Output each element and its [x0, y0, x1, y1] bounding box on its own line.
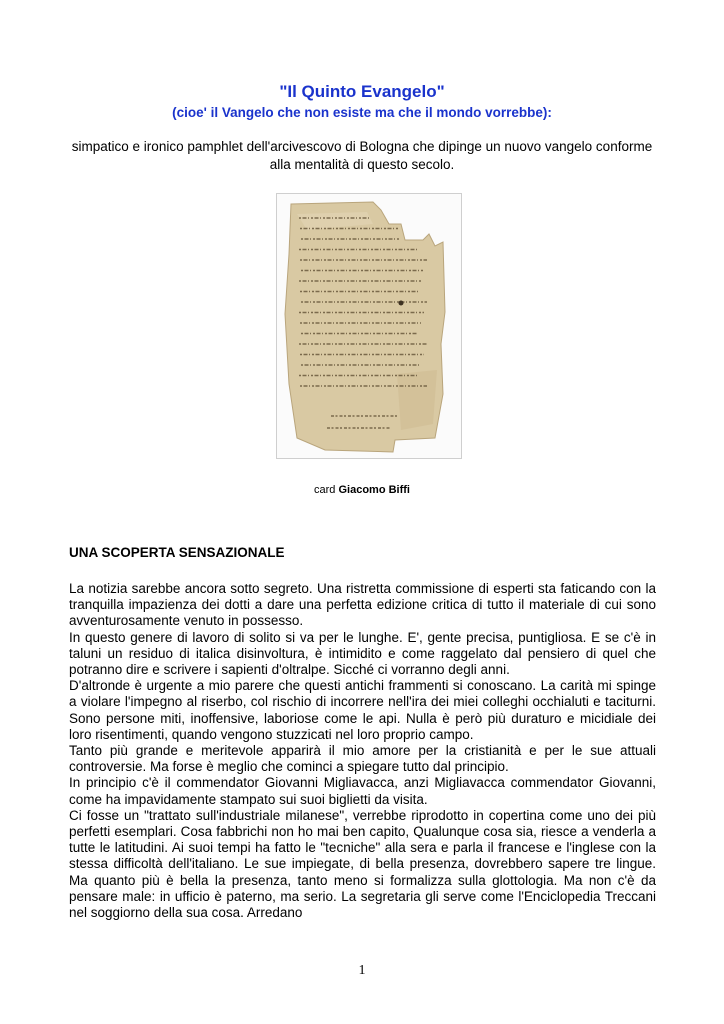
- paragraph: In principio c'è il commendator Giovanni Migliavacca, anzi Migliavacca commendator Giovanni, come ha impavidamente stampato sui suoi biglietti da visita.: [69, 775, 656, 807]
- paragraph: In questo genere di lavoro di solito si va per le lunghe. E', gente precisa, puntigliosa. E se c'è in taluni un residuo di italica disinvoltura, è intimidito e come raggelato dal pensiero di quel che potranno dire e scrivere i sapienti d'oltralpe. Sicché ci vorranno degli anni.: [69, 629, 656, 678]
- papyrus-illustration: [277, 194, 461, 458]
- paragraph: D'altronde è urgente a mio parere che questi antichi frammenti si conoscano. La carità mi spinge a violare l'impegno al riserbo, col rischio di incorrere nell'ira dei miei colleghi occhialuti e taciturni. Sono persone miti, inoffensive, laboriose come le api. Nulla è però più duraturo e micidiale dei loro risentimenti, quando vengono stuzzicati nel loro proprio campo.: [69, 678, 656, 742]
- document-title: "Il Quinto Evangelo": [279, 82, 445, 101]
- author-line: [0, 484, 724, 496]
- intro-text: simpatico e ironico pamphlet dell'arcivescovo di Bologna che dipinge un nuovo vangelo conforme alla mentalità di questo secolo.: [71, 139, 653, 172]
- author-name: Giacomo Biffi: [338, 484, 410, 496]
- author-prefix: card: [314, 484, 336, 496]
- paragraph: La notizia sarebbe ancora sotto segreto. Una ristretta commissione di esperti sta faticando con la tranquilla impazienza dei dotti a dare una perfetta edizione critica di tutto il materiale di cui sono avventurosamente venuto in possesso.: [69, 581, 656, 629]
- document-subtitle: (cioe' il Vangelo che non esiste ma che il mondo vorrebbe):: [172, 105, 552, 120]
- page-number: 1: [358, 963, 366, 978]
- manuscript-papyrus-image: [276, 193, 462, 459]
- paragraph: Tanto più grande e meritevole apparirà il mio amore per la cristianità e per le sue attuali controversie. Ma forse è meglio che cominci a spiegare tutto dal principio.: [69, 743, 656, 775]
- body-text: [69, 581, 656, 921]
- section-heading: UNA SCOPERTA SENSAZIONALE: [69, 545, 285, 560]
- paragraph: Ci fosse un "trattato sull'industriale milanese", verrebbe riprodotto in copertina come uno dei più perfetti esemplari. Cosa fabbrichi non ho mai ben capito, Qualunque cosa sia, riesce a venderla a tutte le latitudini. Ai suoi tempi ha fatto le "tecniche" alla sera e parla il francese e l'inglese con la stessa difficoltà dell'italiano. Le sue impiegate, di bella presenza, dovrebbero sapere tre lingue. Ma quanto più è bella la presenza, tanto meno si formalizza sulla glottologia. Ma non c'è da pensare male: in ufficio è paterno, ma serio. La segretaria gli serve come l'Enciclopedia Treccani nel soggiorno della sua cosa. Arredano: [69, 807, 656, 921]
